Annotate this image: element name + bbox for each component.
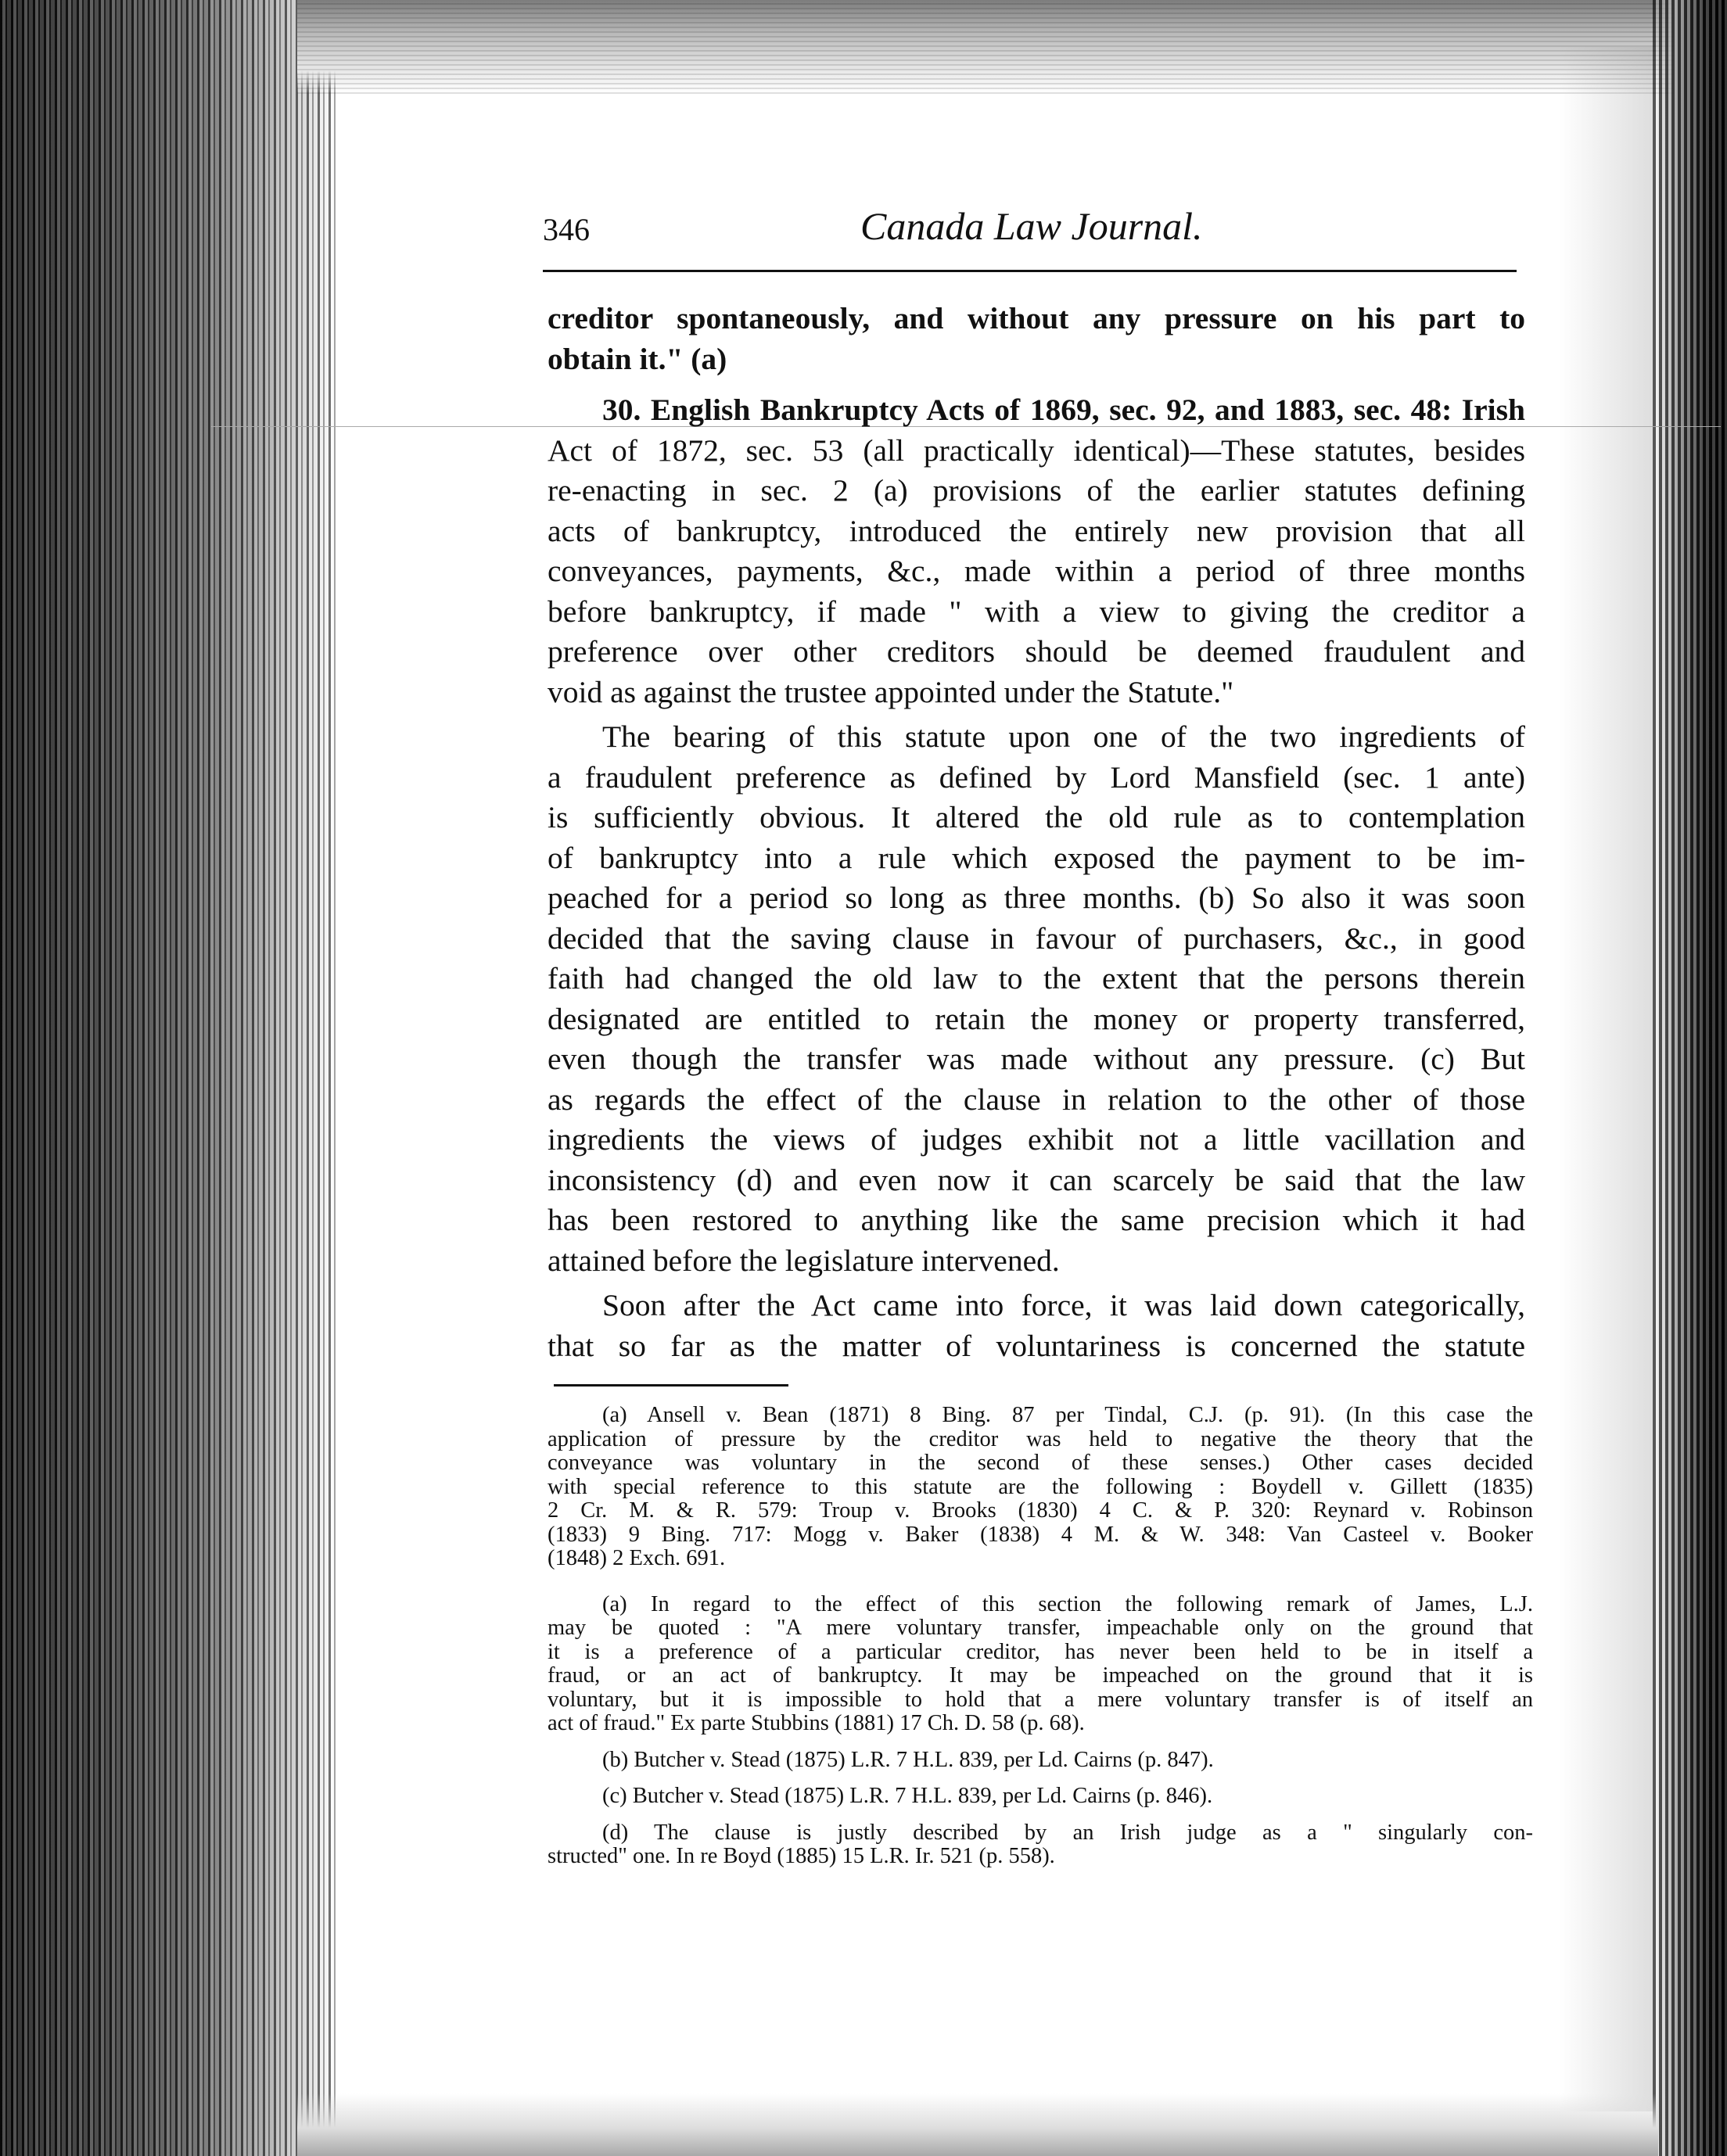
footnote-c: (c) Butcher v. Stead (1875) L.R. 7 H.L. 839, per Ld. Cairns (p. 846). [602, 1785, 1213, 1808]
footnote-line: (a) Ansell v. Bean (1871) 8 Bing. 87 per Tindal, C.J. (p. 91). (In this case the [602, 1404, 1533, 1427]
text-line: a fraudulent preference as defined by Lord Mansfield (sec. 1 ante) [548, 759, 1525, 795]
footnote-line: conveyance was voluntary in the second of these senses.) Other cases decided [548, 1451, 1533, 1475]
text-line: re-enacting in sec. 2 (a) provisions of the earlier statutes defining [548, 473, 1525, 508]
text-line: acts of bankruptcy, introduced the entirely new provision that all [548, 513, 1525, 548]
footnote-line: 2 Cr. M. & R. 579: Troup v. Brooks (1830) 4 C. & P. 320: Reynard v. Robinson [548, 1499, 1533, 1523]
text-line: as regards the effect of the clause in relation to the other of those [548, 1082, 1525, 1117]
text-line: that so far as the matter of voluntariness is concerned the statute [548, 1328, 1525, 1363]
page-number: 346 [543, 212, 590, 247]
text-line: is sufficiently obvious. It altered the old rule as to contemplation [548, 800, 1525, 834]
scan-shade-right [1559, 47, 1653, 2111]
text-line: designated are entitled to retain the money or property transferred, [548, 1001, 1525, 1036]
text-line: faith had changed the old law to the extent that the persons therein [548, 961, 1525, 995]
footnote-b: (b) Butcher v. Stead (1875) L.R. 7 H.L. 839, per Ld. Cairns (p. 847). [602, 1748, 1214, 1772]
section-heading-line: Act of 1872, sec. 53 (all practically identical)—These statutes, besides [548, 432, 1525, 468]
text-line: decided that the saving clause in favour of purchasers, &c., in good [548, 920, 1525, 956]
footnote-line: act of fraud." Ex parte Stubbins (1881) 17 Ch. D. 58 (p. 68). [548, 1712, 1085, 1735]
text-line: attained before the legislature intervened. [548, 1243, 1060, 1278]
text-line: even though the transfer was made without any pressure. (c) But [548, 1042, 1525, 1076]
footnote-line: structed" one. In re Boyd (1885) 15 L.R. Ir. 521 (p. 558). [548, 1845, 1055, 1868]
footnote-line: (a) In regard to the effect of this section the following remark of James, L.J. [602, 1592, 1533, 1616]
footnote-line: may be quoted : "A mere voluntary transfer, impeachable only on the ground that [548, 1616, 1533, 1640]
footnote-line: it is a preference of a particular creditor, has never been held to be in itself a [548, 1640, 1533, 1664]
text-line: conveyances, payments, &c., made within a period of three months [548, 554, 1525, 588]
footnote-line: (1848) 2 Exch. 691. [548, 1547, 726, 1570]
scan-shadow-left [0, 0, 336, 2156]
text-line: inconsistency (d) and even now it can scarcely be said that the law [548, 1162, 1525, 1197]
footnote-line: application of pressure by the creditor was held to negative the theory that the [548, 1427, 1533, 1451]
text-line: creditor spontaneously, and without any pressure on his part to [548, 301, 1525, 335]
text-line: peached for a period so long as three months. (b) So also it was soon [548, 881, 1525, 915]
footnotes [548, 1404, 1533, 1869]
header-rule [543, 270, 1517, 272]
body-text [548, 299, 1525, 1366]
text-line: void as against the trustee appointed under the Statute." [548, 674, 1234, 709]
text-line: of bankruptcy into a rule which exposed the payment to be im- [548, 840, 1525, 875]
footnote-line: (d) The clause is justly described by an Irish judge as a " singularly con- [602, 1821, 1533, 1845]
footnote-line: fraud, or an act of bankruptcy. It may be impeached on the ground that it is [548, 1664, 1533, 1688]
text-line: The bearing of this statute upon one of the two ingredients of [602, 719, 1525, 754]
footnote-line: (1833) 9 Bing. 717: Mogg v. Baker (1838) 4 M. & W. 348: Van Casteel v. Booker [548, 1523, 1533, 1547]
text-line: ingredients the views of judges exhibit not a little vacillation and [548, 1122, 1525, 1157]
scan-shadow-top [297, 0, 1674, 94]
text-line: obtain it." (a) [548, 341, 727, 376]
scan-shadow-right [1653, 0, 1727, 2156]
text-line: preference over other creditors should be deemed fraudulent and [548, 634, 1525, 669]
running-head: Canada Law Journal. [860, 204, 1203, 248]
footnote-line: voluntary, but it is impossible to hold that a mere voluntary transfer is of itself an [548, 1688, 1533, 1712]
text-line: Soon after the Act came into force, it was laid down categorically, [602, 1288, 1525, 1322]
text-line: before bankruptcy, if made " with a view to giving the creditor a [548, 594, 1525, 629]
footnote-line: with special reference to this statute are the following : Boydell v. Gillett (1835) [548, 1475, 1533, 1499]
text-line: has been restored to anything like the same precision which it had [548, 1203, 1525, 1237]
section-heading-line: 30. English Bankruptcy Acts of 1869, sec. 92, and 1883, sec. 48: Irish [602, 393, 1525, 427]
footnote-rule [554, 1384, 788, 1387]
scan-shadow-bottom [297, 2093, 1658, 2156]
